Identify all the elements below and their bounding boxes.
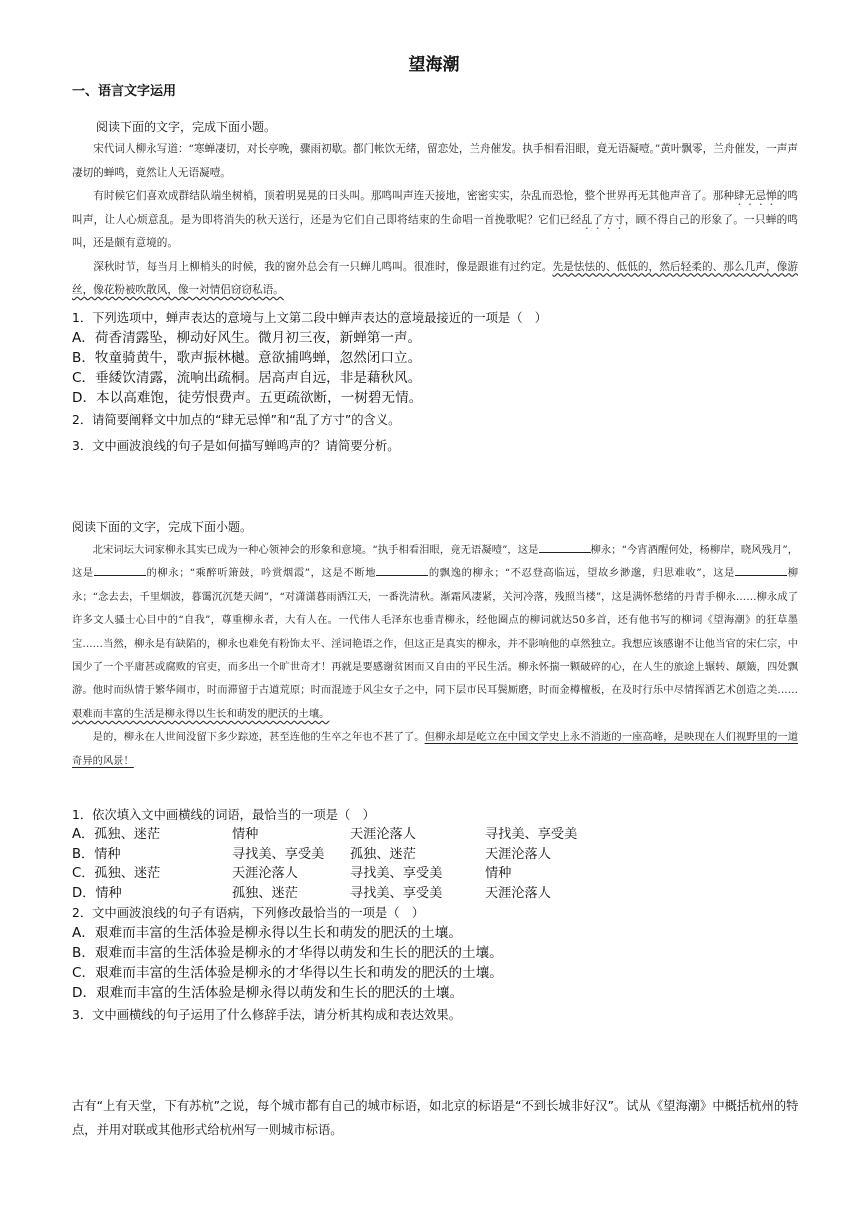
dotted-phrase: 乱了方寸 — [581, 213, 625, 226]
underlined-sentence: 但柳永却是屹立在中国文学史上永不消逝的一座高峰，是映现在人们视野里的一道奇异的风景！ — [72, 731, 799, 767]
questions-one — [72, 308, 798, 456]
writing-task: 古有“上有天堂，下有苏杭”之说，每个城市都有自己的城市标语，如北京的标语是“不到长城非好汉”。试从《望海潮》中概括杭州的特点，并用对联或其他形式给杭州写一则城市标语。 — [72, 1099, 799, 1137]
page-title: 望海潮 — [408, 55, 460, 75]
option: D．本以高难饱，徒劳恨费声。五更疏欲断，一树碧无情。 — [72, 390, 423, 406]
option: A．孤独、迷茫 情种 天涯沦落人 寻找美、享受美 — [72, 827, 578, 842]
instruction: 阅读下面的文字，完成下面小题。 — [72, 520, 253, 534]
option: A．荷香清露坠，柳动好风生。微月初三夜，新蝉第一声。 — [72, 330, 422, 346]
wavy-underlined-sentence: 先是怯怯的、低低的，然后轻柔的、那么几声，像游丝，像花粉被吹散风，像一対情侣窃窃私语。 — [72, 260, 798, 296]
question: 2．请简要阐释文中加点的“肆无忌惮”和“乱了方寸”的含义。 — [72, 413, 401, 427]
questions-two — [72, 805, 798, 1025]
option: D．艰难而丰富的生活体验是柳永得以萌发和生长的肥沃的土壤。 — [72, 985, 464, 1001]
paragraph: 有时候它们喜欢成群结队端坐树梢，顶着明晃晃的日头叫。那鸣叫声连天接地，密密实实，杂乱而恐怆，整个世界再无其他声音了。那种肆无忌惮的鸣叫声，让人心烦意乱。是为即将消失的秋天送行，还是为它们自己即将结束的生命唱一首挽歌呢？它们已经乱了方寸，顾不得自己的形象了。一只蝉的鸣叫，还是颇有意境的。 — [72, 190, 799, 249]
dotted-phrase: 肆无忌惮 — [734, 190, 777, 202]
option: A．艰难而丰富的生活体验是柳永得以生长和萌发的肥沃的土壤。 — [72, 925, 462, 941]
question: 1．下列选项中，蝉声表达的意境与上文第二段中蝉声表达的意境最接近的一项是（ ） — [72, 311, 548, 325]
reading-one — [72, 118, 798, 303]
passage — [72, 138, 798, 303]
paragraph: 北宋词坛大词家柳永其实已成为一种心领神会的形象和意境。“执手相看泪眼，竟无语凝噎”，这是 柳永；“今宵酒醒何处，杨柳岸，晓风残月”，这是 的柳永；“乘醉听箫鼓，吟赏烟霞”，这是不断地 的飘逸的柳永；“不忍登高临远，望故乡渺邈，归思难收”，这是 柳永；“念去去，千里烟波，暮霭沉沉楚天阔”，“对潇潇暮雨洒江天，一番洗清秋。渐霜风凄紧，关河冷落，残照当楼”，这是满怀愁绪的丹青手柳永……柳永成了许多文人骚士心目中的“自我”，尊重柳永者，大有人在。一代伟人毛泽东也垂青柳永，经他圈点的柳词就达50多首，还有他书写的柳词《望海潮》的狂草墨宝……当然，柳永是有缺陷的，柳永也难免有粉饰太平、淫词艳语之作，但这正是真实的柳永，并不影响他的卓然独立。我想应该感谢不让他当官的宋仁宗，中国少了一个平庸甚或腐败的官吏，而多出一个旷世奇才！再就是要感谢贫困而又自由的平民生活。柳永怀揣一颗破碎的心，在人生的旅途上辗转、颠簸，四处飘游。他时而纵情于繁华闹市，时而滞留于古道荒原；时而混迹于风尘女子之中，同下层市民耳鬓厮磨，时而金樽檀板，在及时行乐中尽情挥洒艺术创造之美……艰难而丰富的生活是柳永得以生长和萌发的肥沃的土壤。 — [72, 544, 799, 720]
fill-blank — [376, 565, 428, 576]
option: B．牧童骑黄牛，歌声振林樾。意欲捕鸣蝉，忽然闭口立。 — [72, 350, 422, 366]
question: 2．文中画波浪线的句子有语病，下列修改最恰当的一项是（ ） — [72, 906, 425, 920]
fill-blank — [539, 542, 591, 553]
reading-two — [72, 518, 798, 773]
paragraph: 深秋时节，每当月上柳梢头的时候，我的窗外总会有一只蝉儿鸣叫。很准时，像是跟谁有过约定。先是怯怯的、低低的，然后轻柔的、那么几声，像游丝，像花粉被吹散风，像一対情侣窃窃私语。 — [72, 260, 798, 296]
passage — [72, 539, 798, 773]
section-heading: 一、语言文字运用 — [72, 84, 177, 99]
option: B．情种 寻找美、享受美 孤独、迷茫 天涯沦落人 — [72, 846, 551, 862]
paragraph: 是的，柳永在人世间没留下多少踪迹，甚至连他的生卒之年也不甚了了。但柳永却是屹立在中国文学史上永不消逝的一座高峰，是映现在人们视野里的一道奇异的风景！ — [72, 731, 799, 767]
option: B．艰难而丰富的生活体验是柳永的才华得以萌发和生长的肥沃的土壤。 — [72, 945, 503, 961]
question: 3．文中画横线的句子运用了什么修辞手法，请分析其构成和表达效果。 — [72, 1008, 462, 1022]
wavy-underlined-sentence: 艰难而丰富的生活是柳永得以生长和萌发的肥沃的土壤。 — [72, 707, 330, 720]
option: D．情种 孤独、迷茫 寻找美、享受美 天涯沦落人 — [72, 885, 551, 901]
paragraph: 宋代词人柳永写道：“寒蝉凄切，对长亭晚，骤雨初歇。都门帐饮无绪，留恋处，兰舟催发。执手相看泪眼，竟无语凝噎。”黄叶飘零，兰舟催发，一声声凄切的蝉鸣，竟然让人无语凝噎。 — [72, 143, 798, 179]
question: 1．依次填入文中画横线的词语，最恰当的一项是（ ） — [72, 808, 375, 822]
fill-blank — [735, 565, 787, 576]
question: 3．文中画波浪线的句子是如何描写蝉鸣声的？请简要分析。 — [72, 439, 400, 453]
instruction: 阅读下面的文字，完成下面小题。 — [96, 120, 277, 134]
option: C．艰难而丰富的生活体验是柳永的才华得以生长和萌发的肥沃的土壤。 — [72, 965, 503, 981]
fill-blank — [94, 565, 146, 576]
option: C．孤独、迷茫 天涯沦落人 寻找美、享受美 情种 — [72, 866, 512, 881]
option: C．垂緌饮清露，流响出疏桐。居高声自远，非是藉秋风。 — [72, 370, 422, 386]
